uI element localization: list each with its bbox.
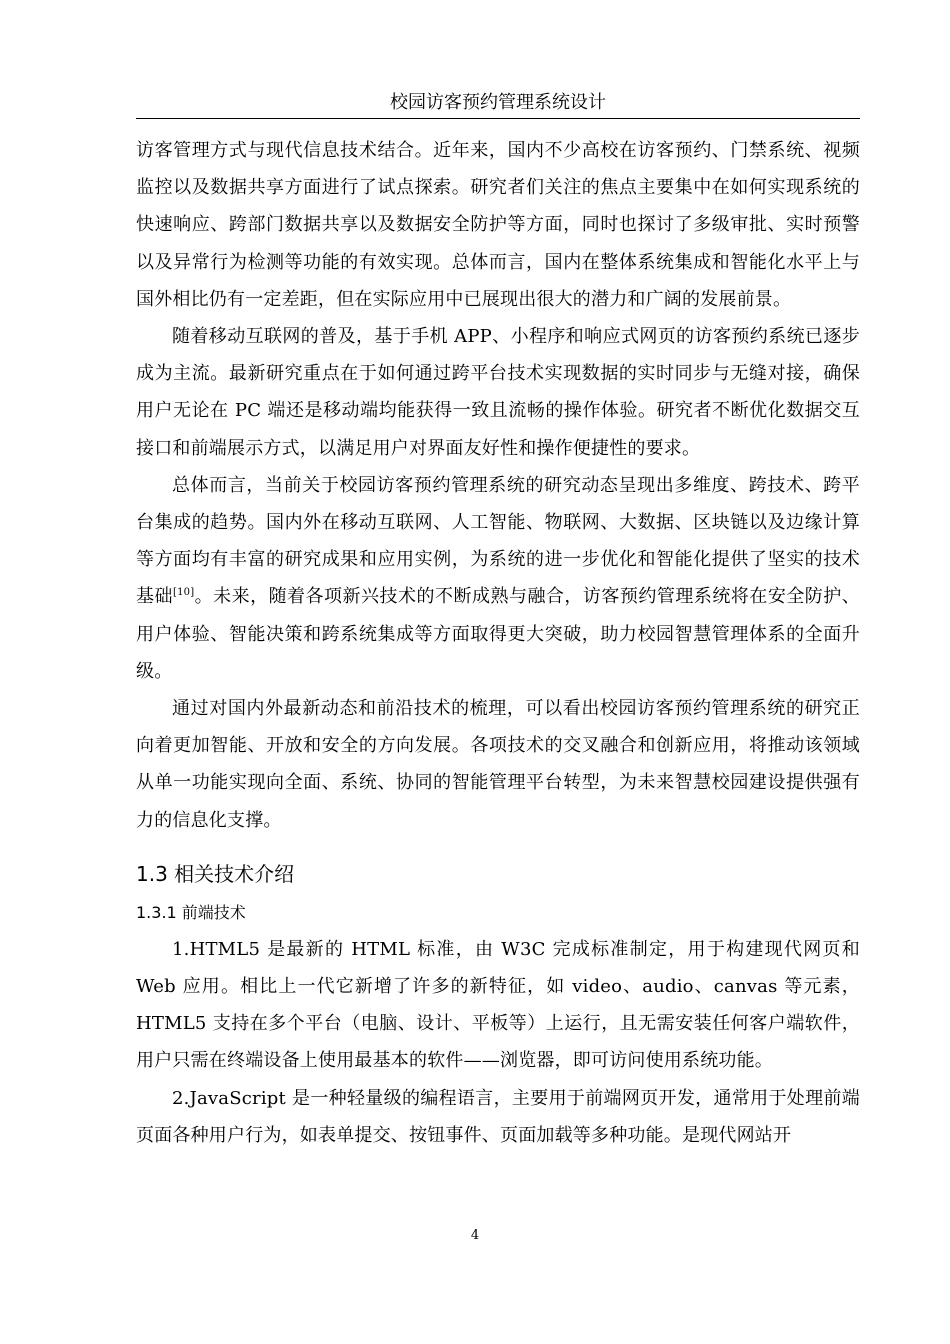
subsection-heading: 1.3.1 前端技术 (136, 902, 246, 922)
paragraph-trend-conclusion: 通过对国内外最新动态和前沿技术的梳理，可以看出校园访客预约管理系统的研究正向着更加智能、开放和安全的方向发展。各项技术的交叉融合和创新应用，将推动该领域从单一功能实现向全面、系统、协同的智能管理平台转型，为未来智慧校园建设提供强有力的信息化支撑。 (136, 698, 860, 831)
document-body (136, 132, 860, 1154)
paragraph-html5: 1.HTML5 是最新的 HTML 标准，由 W3C 完成标准制定，用于构建现代网页和 Web 应用。相比上一代它新增了许多的新特征，如 video、audio、canvas 等元素，HTML5 支持在多个平台（电脑、设计、平板等）上运行，且无需安装任何客户端软件，用户只需在终端设备上使用最基本的软件——浏览器，即可访问使用系统功能。 (136, 938, 860, 1072)
header-divider (136, 118, 860, 119)
paragraph-domestic-research: 访客管理方式与现代信息技术结合。近年来，国内不少高校在访客预约、门禁系统、视频监控以及数据共享方面进行了试点探索。研究者们关注的焦点主要集中在如何实现系统的快速响应、跨部门数据共享以及数据安全防护等方面，同时也探讨了多级审批、实时预警以及异常行为检测等功能的有效实现。总体而言，国内在整体系统集成和智能化水平上与国外相比仍有一定差距，但在实际应用中已展现出很大的潜力和广阔的发展前景。 (136, 140, 860, 310)
running-header-title: 校园访客预约管理系统设计 (390, 92, 606, 113)
section-heading: 1.3 相关技术介绍 (136, 861, 295, 886)
paragraph-mobile-internet: 随着移动互联网的普及，基于手机 APP、小程序和响应式网页的访客预约系统已逐步成为主流。最新研究重点在于如何通过跨平台技术实现数据的实时同步与无缝对接，确保用户无论在 PC 端还是移动端均能获得一致且流畅的操作体验。研究者不断优化数据交互接口和前端展示方式，以满足用户对界面友好性和操作便捷性的要求。 (136, 326, 860, 459)
page-number: 4 (470, 1228, 480, 1243)
paragraph-research-summary-text-b: 。未来，随着各项新兴技术的不断成熟与融合，访客预约管理系统将在安全防护、用户体验、智能决策和跨系统集成等方面取得更大突破，助力校园智慧管理体系的全面升级。 (136, 586, 860, 682)
paragraph-research-summary (136, 467, 860, 690)
citation-marker: [10] (172, 587, 195, 599)
paragraph-javascript: 2.JavaScript 是一种轻量级的编程语言，主要用于前端网页开发，通常用于处理前端页面各种用户行为，如表单提交、按钮事件、页面加载等多种功能。是现代网站开 (136, 1087, 860, 1146)
paragraph-research-summary-text-a: 总体而言，当前关于校园访客预约管理系统的研究动态呈现出多维度、跨技术、跨平台集成的趋势。国内外在移动互联网、人工智能、物联网、大数据、区块链以及边缘计算等方面均有丰富的研究成果和应用实例，为系统的进一步优化和智能化提供了坚实的技术基础 (136, 474, 860, 608)
